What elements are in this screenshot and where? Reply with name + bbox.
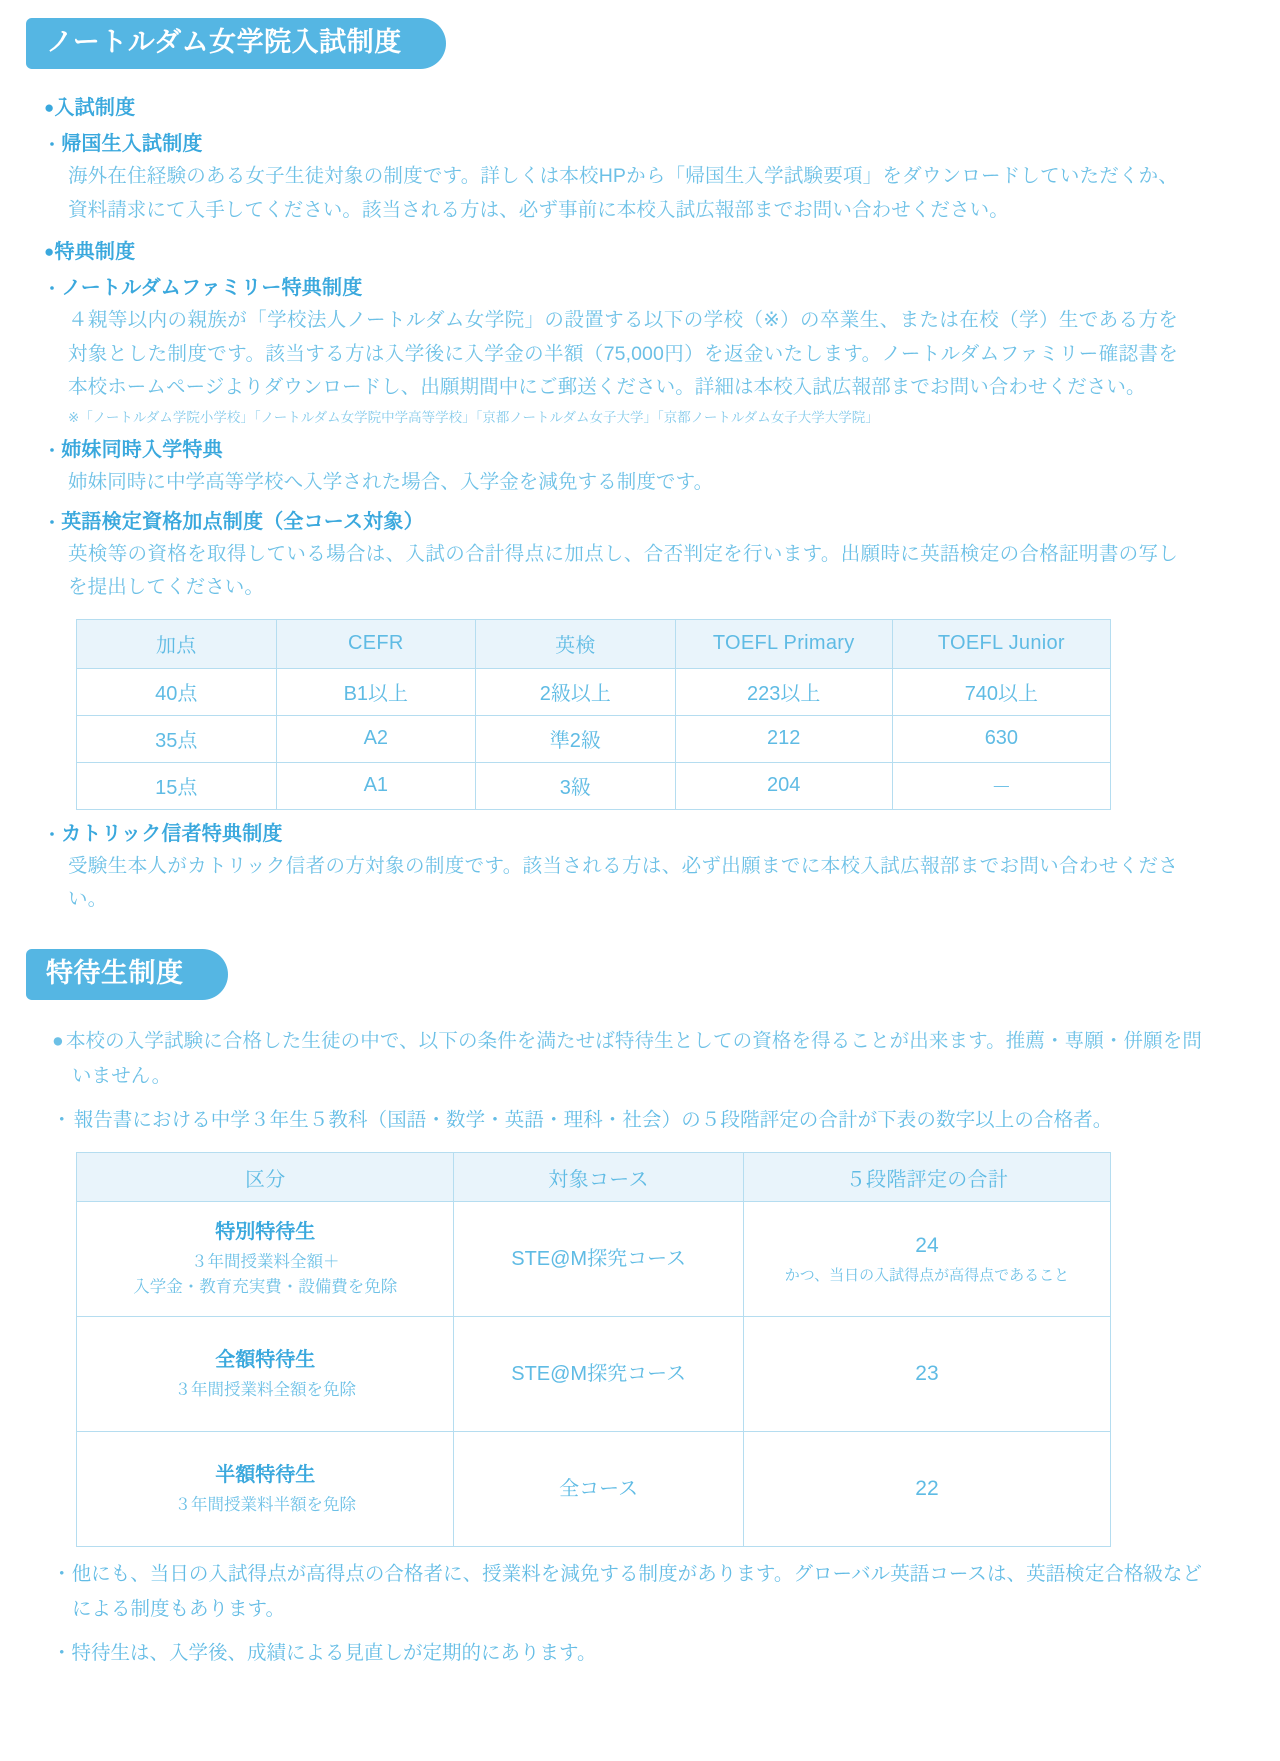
- paragraph-catholic-benefit: 受験生本人がカトリック信者の方対象の制度です。該当される方は、必ず出願までに本校入試広報部までお問い合わせください。: [68, 854, 1178, 911]
- filled-circle-bullet-icon: ●: [44, 242, 55, 262]
- paragraph-scholarship-criteria: [52, 1103, 1202, 1138]
- subheading-label: 帰国生入試制度: [61, 133, 203, 155]
- section-banner-scholarship: 特待生制度: [26, 949, 228, 1000]
- category-detail: ３年間授業料全額＋ 入学金・教育充実費・設備費を免除: [133, 1253, 398, 1297]
- cell-grade-total: [743, 1432, 1110, 1547]
- subheading-sisters-enrollment: [44, 436, 1220, 464]
- cell-cefr: B1以上: [276, 668, 476, 715]
- heading-admission-systems: [44, 95, 1220, 122]
- cell-eiken: 準2級: [476, 715, 676, 762]
- heading-label: 特典制度: [54, 241, 136, 264]
- subheading-label: 姉妹同時入学特典: [61, 439, 223, 462]
- score-value: 22: [915, 1476, 939, 1500]
- scholarship-table: [76, 1152, 1111, 1547]
- heading-label: 入試制度: [54, 97, 136, 119]
- dot-bullet-icon: ・: [44, 443, 61, 461]
- table-row: [77, 762, 1111, 809]
- cell-eiken: 3級: [476, 762, 676, 809]
- paragraph-scholarship-intro: [52, 1024, 1202, 1093]
- subheading-nd-family: [44, 274, 1220, 302]
- cell-toefl-primary: 223以上: [675, 668, 892, 715]
- category-name: 半額特待生: [215, 1463, 316, 1486]
- dot-bullet-icon: ・: [44, 826, 61, 844]
- subheading-label: 英語検定資格加点制度（全コース対象）: [61, 510, 424, 533]
- cell-toefl-junior: －: [892, 762, 1110, 809]
- footnote-periodic-review: [52, 1636, 1202, 1671]
- cell-course: STE@M探究コース: [454, 1317, 744, 1432]
- dot-bullet-icon: ・: [44, 514, 61, 532]
- category-detail: ３年間授業料半額を免除: [174, 1495, 356, 1514]
- footnote-other-reductions: [52, 1557, 1202, 1626]
- cell-course: STE@M探究コース: [454, 1202, 744, 1317]
- table-row: [77, 1317, 1111, 1432]
- paragraph-english-cert-bonus: 英検等の資格を取得している場合は、入試の合計得点に加点し、合否判定を行います。出願時に英語検定の合格証明書の写しを提出してください。: [68, 542, 1178, 599]
- cell-grade-total: [743, 1317, 1110, 1432]
- cell-toefl-junior: 630: [892, 715, 1110, 762]
- column-header-cefr: CEFR: [276, 619, 476, 668]
- dot-bullet-icon: ・: [52, 1642, 72, 1665]
- paragraph-returnee-exam: 海外在住経験のある女子生徒対象の制度です。詳しくは本校HPから「帰国生入学試験要項」をダウンロードしていただくか、資料請求にて入手してください。該当される方は、必ず事前に本校入試広報部までお問い合わせください。: [68, 165, 1178, 221]
- footnote-text: 特待生は、入学後、成績による見直しが定期的にあります。: [71, 1642, 597, 1665]
- table-row: [77, 668, 1111, 715]
- subheading-catholic-benefit: [44, 820, 1220, 848]
- dot-bullet-icon: ・: [44, 281, 61, 299]
- column-header-grade-total: ５段階評定の合計: [743, 1153, 1110, 1202]
- cell-eiken: 2級以上: [476, 668, 676, 715]
- section-banner-admissions: ノートルダム女学院入試制度: [26, 18, 446, 69]
- cell-points: 15点: [77, 762, 277, 809]
- cell-cefr: A2: [276, 715, 476, 762]
- cell-points: 40点: [77, 668, 277, 715]
- score-note: かつ、当日の入試得点が高得点であること: [784, 1266, 1070, 1284]
- category-detail: ３年間授業料全額を免除: [174, 1380, 356, 1399]
- cell-category: [77, 1202, 454, 1317]
- column-header-points: 加点: [77, 619, 277, 668]
- table-header-row: [77, 1153, 1111, 1202]
- subheading-returnee-exam: [44, 130, 1220, 158]
- english-certification-table: [76, 619, 1111, 810]
- paragraph-text: 本校の入学試験に合格した生徒の中で、以下の条件を満たせば特待生としての資格を得ることが出来ます。推薦・専願・併願を問いません。: [65, 1029, 1202, 1087]
- dot-bullet-icon: ・: [44, 137, 61, 154]
- dot-bullet-icon: ・: [52, 1109, 72, 1132]
- table-row: [77, 715, 1111, 762]
- subheading-label: カトリック信者特典制度: [61, 822, 283, 845]
- heading-benefit-systems: [44, 239, 1220, 266]
- category-name: 特別特待生: [215, 1221, 316, 1244]
- cell-course: 全コース: [454, 1432, 744, 1547]
- column-header-category: 区分: [77, 1153, 454, 1202]
- dot-bullet-icon: ・: [52, 1563, 72, 1586]
- filled-circle-bullet-icon: ●: [52, 1029, 64, 1052]
- paragraph-nd-family: ４親等以内の親族が「学校法人ノートルダム女学院」の設置する以下の学校（※）の卒業生、または在校（学）生である方を対象とした制度です。該当する方は入学後に入学金の半額（75,000円）を返金いたします。ノートルダムファミリー確認書を本校ホームページよりダウンロードし、出願期間中にご郵送ください。詳細は本校入試広報部までお問い合わせください。: [68, 309, 1178, 399]
- cell-cefr: A1: [276, 762, 476, 809]
- cell-category: [77, 1317, 454, 1432]
- table-header-row: [77, 619, 1111, 668]
- subheading-label: ノートルダムファミリー特典制度: [61, 277, 363, 300]
- column-header-toefl-junior: TOEFL Junior: [892, 619, 1110, 668]
- column-header-course: 対象コース: [454, 1153, 744, 1202]
- cell-grade-total: [743, 1202, 1110, 1317]
- column-header-toefl-primary: TOEFL Primary: [675, 619, 892, 668]
- footnote-text: 他にも、当日の入試得点が高得点の合格者に、授業料を減免する制度があります。グローバル英語コースは、英語検定合格級などによる制度もあります。: [71, 1563, 1202, 1620]
- cell-toefl-primary: 212: [675, 715, 892, 762]
- cell-points: 35点: [77, 715, 277, 762]
- cell-toefl-junior: 740以上: [892, 668, 1110, 715]
- paragraph-text: 報告書における中学３年生５教科（国語・数学・英語・理科・社会）の５段階評定の合計が下表の数字以上の合格者。: [73, 1109, 1113, 1132]
- table-row: [77, 1432, 1111, 1547]
- subheading-english-cert-bonus: [44, 508, 1220, 536]
- footnote-nd-family-schools: ※「ノートルダム学院小学校」「ノートルダム女学院中学高等学校」「京都ノートルダム女子大学」「京都ノートルダム女子大学大学院」: [68, 409, 879, 425]
- filled-circle-bullet-icon: ●: [44, 98, 55, 117]
- cell-toefl-primary: 204: [675, 762, 892, 809]
- score-value: 23: [915, 1361, 939, 1385]
- category-name: 全額特待生: [215, 1348, 316, 1371]
- score-value: 24: [915, 1234, 939, 1258]
- cell-category: [77, 1432, 454, 1547]
- paragraph-sisters-enrollment: 姉妹同時に中学高等学校へ入学された場合、入学金を減免する制度です。: [68, 471, 714, 494]
- table-row: [77, 1202, 1111, 1317]
- column-header-eiken: 英検: [476, 619, 676, 668]
